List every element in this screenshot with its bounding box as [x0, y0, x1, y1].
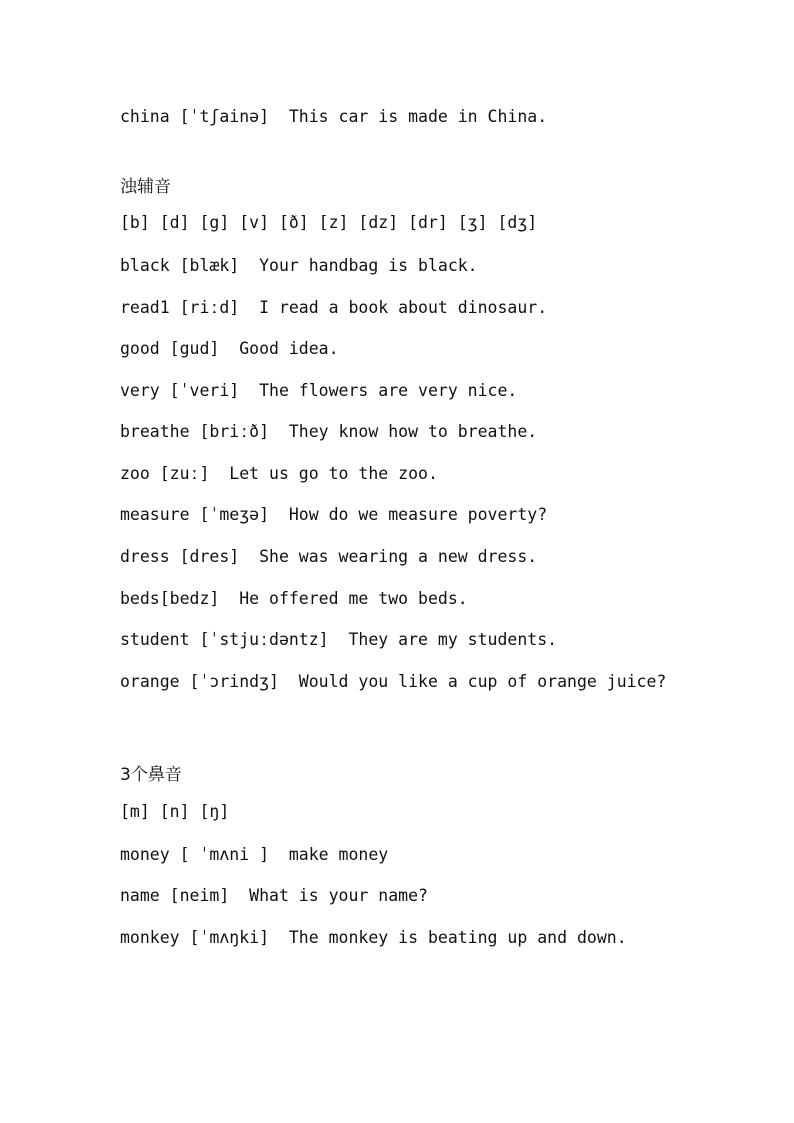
example-money: money [ ˈmʌni ] make money: [120, 845, 389, 864]
example-good: good [gud] Good idea.: [120, 339, 339, 358]
example-dress: dress [dres] She was wearing a new dress.: [120, 547, 538, 566]
example-student: student [ˈstjuːdəntz] They are my students.: [120, 630, 558, 649]
voiced-consonant-symbols: [b] [d] [g] [v] [ð] [z] [dz] [dr] [ʒ] [dʒ]: [120, 213, 538, 232]
section-heading-voiced-consonants: 浊辅音: [120, 177, 171, 197]
example-read: read1 [riːd] I read a book about dinosaur.: [120, 298, 548, 317]
example-very: very [ˈveri] The flowers are very nice.: [120, 381, 518, 400]
example-china: china [ˈtʃainə] This car is made in China.: [120, 107, 548, 126]
section-heading-nasal-sounds: 3个鼻音: [120, 765, 182, 785]
example-beds: beds[bedz] He offered me two beds.: [120, 589, 468, 608]
example-measure: measure [ˈmeʒə] How do we measure poverty?: [120, 505, 548, 524]
example-black: black [blæk] Your handbag is black.: [120, 256, 478, 275]
nasal-symbols: [m] [n] [ŋ]: [120, 802, 230, 821]
example-monkey: monkey [ˈmʌŋki] The monkey is beating up and down.: [120, 928, 627, 947]
example-orange: orange [ˈɔrindʒ] Would you like a cup of orange juice?: [120, 672, 667, 691]
example-name: name [neim] What is your name?: [120, 886, 428, 905]
example-zoo: zoo [zuː] Let us go to the zoo.: [120, 464, 438, 483]
example-breathe: breathe [briːð] They know how to breathe.: [120, 422, 538, 441]
